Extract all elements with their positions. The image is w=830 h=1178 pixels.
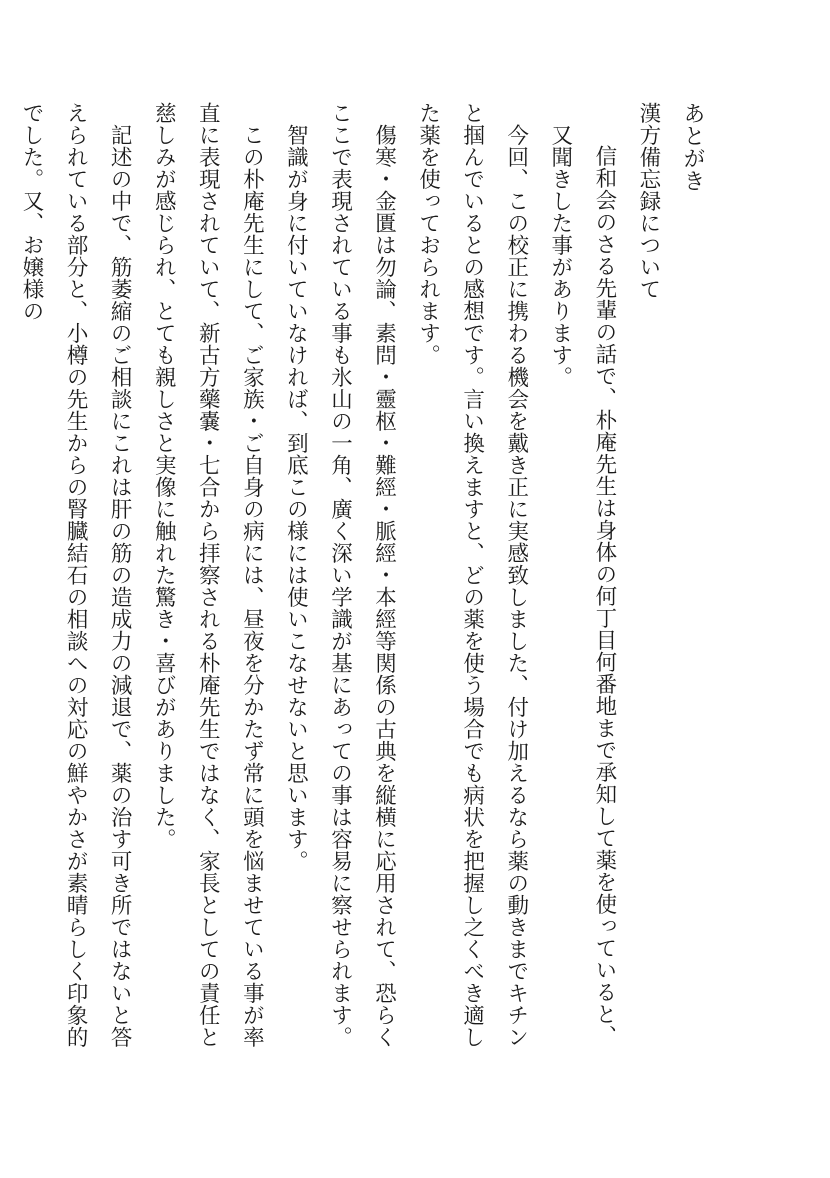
paragraph-6: 記述の中で、筋萎縮のご相談にこれは肝の筋の造成力の減退で、薬の治す可き所ではないと答えられている部分と、小樽の先生からの腎臓結石の相談への対応の鮮やかさが素晴らしく印象的でした。又、お嬢様の: [19, 102, 133, 1048]
paragraph-3: 傷寒・金匱は勿論、素問・靈枢・難經・脈經・本經等関係の古典を縦横に応用されて、恐らくここで表現されている事も氷山の一角、廣く深い学識が基にあっての事は容易に察せられます。: [327, 102, 397, 1048]
paragraph-1: 信和会のさる先輩の話で、朴庵先生は身体の何丁目何番地まで承知して薬を使っていると、又聞きした事があります。: [547, 123, 617, 1047]
paragraph-4: 智識が身に付いていなければ、到底この様には使いこなせないと思います。: [283, 123, 309, 872]
page-title: あとがき: [680, 102, 705, 192]
paragraph-5: この朴庵先生にして、ご家族・ご自身の病には、昼夜を分かたず常に頭を悩ませている事が率直に表現されていて、新古方藥嚢・七合から拝察される朴庵先生ではなく、家長としての責任と慈しみが感じられ、とても親しさと実像に触れた驚き・喜びがありました。: [151, 102, 265, 1048]
paragraph-2: 今回、この校正に携わる機会を戴き正に実感致しました、付け加えるなら薬の動きまでキチンと掴んでいるとの感想です。言い換えますと、どの薬を使う場合でも病状を把握し之くべき適した薬を使っておられます。: [415, 102, 529, 1048]
vertical-text-body: [15, 102, 715, 1062]
section-subtitle: 漢方備忘録について: [635, 102, 661, 300]
